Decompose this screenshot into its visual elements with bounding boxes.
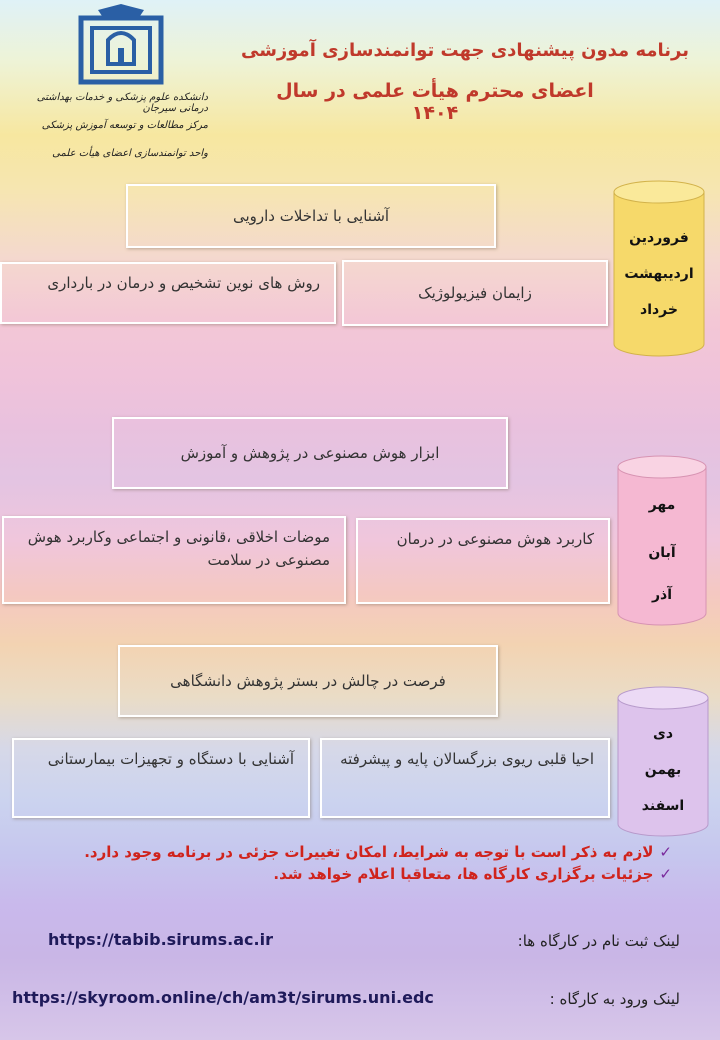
check-icon: ✓	[659, 864, 672, 883]
month-label: اردیبهشت	[624, 266, 694, 282]
dept-line-1: دانشکده علوم پزشکی و خدمات بهداشتی درمانی سیرجان	[36, 92, 208, 114]
workshop-box: فرصت در چالش در بستر پژوهش دانشگاهی	[118, 645, 498, 717]
workshop-box: موضات اخلاقی ،قانونی و اجتماعی وکاربرد هوش مصنوعی در سلامت	[2, 516, 346, 604]
month-label: خرداد	[640, 302, 678, 318]
workshop-box: آشنایی با دستگاه و تجهیزات بیمارستانی	[12, 738, 310, 818]
entry-link-label: لینک ورود به کارگاه :	[549, 990, 680, 1008]
check-icon: ✓	[659, 843, 672, 861]
note-item	[12, 842, 672, 864]
workshop-box: کاربرد هوش مصنوعی در درمان	[356, 518, 610, 604]
page-title-line-2: اعضای محترم هیأت علمی در سال ۱۴۰۴	[276, 80, 594, 124]
months-cylinder-1	[612, 180, 706, 358]
note-text: جزئیات برگزاری کارگاه ها، متعاقبا اعلام خواهد شد.	[273, 864, 654, 883]
months-cylinder-3	[616, 686, 710, 838]
month-label: آبان	[648, 545, 676, 561]
workshop-box: زایمان فیزیولوژیک	[342, 260, 608, 326]
note-text: لازم به ذکر است با توجه به شرایط، امکان تغییرات جزئی در برنامه وجود دارد.	[84, 843, 654, 861]
workshop-box: آشنایی با تداخلات دارویی	[126, 184, 496, 248]
registration-link[interactable]: https://tabib.sirums.ac.ir	[48, 930, 273, 949]
notes	[12, 842, 672, 886]
month-label: آذر	[651, 587, 673, 603]
month-label: بهمن	[644, 762, 682, 778]
note-item	[12, 864, 672, 886]
months-cylinder-2	[616, 455, 708, 627]
university-logo-icon	[78, 4, 164, 86]
university-logo	[78, 4, 164, 86]
month-label: اسفند	[641, 798, 685, 814]
month-label: مهر	[648, 497, 676, 513]
workshop-box: ابزار هوش مصنوعی در پژوهش و آموزش	[112, 417, 508, 489]
dept-line-2: مرکز مطالعات و توسعه آموزش پزشکی	[41, 120, 208, 131]
workshop-box: روش های نوین تشخیص و درمان در بارداری	[0, 262, 336, 324]
page-title-line-1: برنامه مدون پیشنهادی جهت توانمندسازی آموزشی	[241, 40, 689, 61]
registration-link-label: لینک ثبت نام در کارگاه ها:	[517, 932, 680, 950]
month-label: دی	[652, 726, 673, 742]
dept-line-3: واحد توانمندسازی اعضای هیأت علمی	[52, 148, 208, 159]
month-label: فروردین	[629, 230, 689, 246]
entry-link[interactable]: https://skyroom.online/ch/am3t/sirums.uni.edc	[12, 988, 434, 1007]
workshop-box: احیا قلبی ریوی بزرگسالان پایه و پیشرفته	[320, 738, 610, 818]
